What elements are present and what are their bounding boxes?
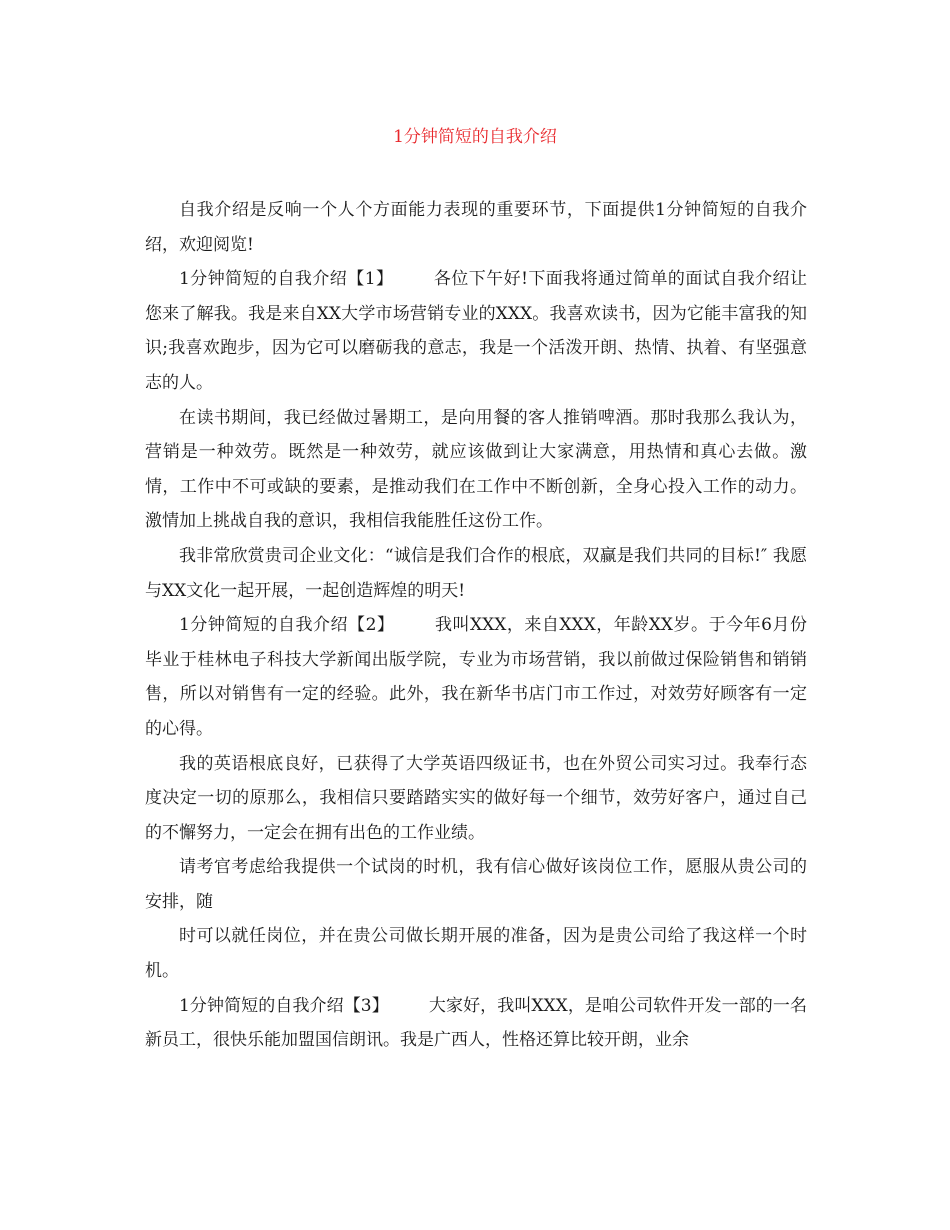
document-body — [145, 193, 807, 1058]
paragraph-text: 我的英语根底良好，已获得了大学英语四级证书，也在外贸公司实习过。我奉行态度决定一切的原那么，我相信只要踏踏实实的做好每一个细节，效劳好客户，通过自己的不懈努力，一定会在拥有出色的工作业绩。 — [145, 753, 807, 843]
paragraph — [145, 919, 807, 988]
paragraph-intro — [145, 193, 807, 262]
section-heading: 1分钟简短的自我介绍【1】 — [179, 269, 394, 290]
paragraph-section-1 — [145, 262, 807, 400]
document-title: 1分钟简短的自我介绍 — [393, 127, 557, 147]
paragraph-section-3 — [145, 989, 807, 1058]
paragraph-text: 我叫XXX，来自XXX，年龄XX岁。于今年6月份毕业于桂林电子科技大学新闻出版学院，专业为市场营销，我以前做过保险销售和销销售，所以对销售有一定的经验。此外，我在新华书店门市工作过，对效劳好顾客有一定的心得。 — [145, 615, 807, 739]
paragraph — [145, 850, 807, 919]
paragraph-text: 我非常欣赏贵司企业文化：“诚信是我们合作的根底，双赢是我们共同的目标!″ 我愿与XX文化一起开展，一起创造辉煌的明天! — [145, 545, 807, 601]
paragraph-text: 大家好，我叫XXX，是咱公司软件开发一部的一名新员工，很快乐能加盟国信朗讯。我是广西人，性格还算比较开朗，业余 — [145, 995, 807, 1051]
paragraph-text: 在读书期间，我已经做过暑期工，是向用餐的客人推销啤酒。那时我那么我认为，营销是一种效劳。既然是一种效劳，就应该做到让大家满意，用热情和真心去做。激情，工作中不可或缺的要素，是推动我们在工作中不断创新，全身心投入工作的动力。激情加上挑战自我的意识，我相信我能胜任这份工作。 — [145, 407, 807, 532]
paragraph-text: 请考官考虑给我提供一个试岗的时机，我有信心做好该岗位工作，愿服从贵公司的安排，随 — [145, 857, 807, 912]
section-heading: 1分钟简短的自我介绍【2】 — [179, 615, 395, 636]
paragraph-text: 自我介绍是反响一个人个方面能力表现的重要环节，下面提供1分钟简短的自我介绍，欢迎阅览! — [145, 200, 807, 255]
paragraph — [145, 401, 807, 539]
section-heading: 1分钟简短的自我介绍【3】 — [179, 995, 389, 1016]
paragraph-text: 时可以就任岗位，并在贵公司做长期开展的准备，因为是贵公司给了我这样一个时机。 — [145, 926, 807, 982]
paragraph — [145, 747, 807, 851]
paragraph-text: 各位下午好!下面我将通过简单的面试自我介绍让您来了解我。我是来自XX大学市场营销专业的XXX。我喜欢读书，因为它能丰富我的知识;我喜欢跑步，因为它可以磨砺我的意志，我是一个活泼开朗、热情、执着、有坚强意志的人。 — [145, 269, 807, 393]
paragraph-section-2 — [145, 608, 807, 746]
paragraph — [145, 539, 807, 608]
